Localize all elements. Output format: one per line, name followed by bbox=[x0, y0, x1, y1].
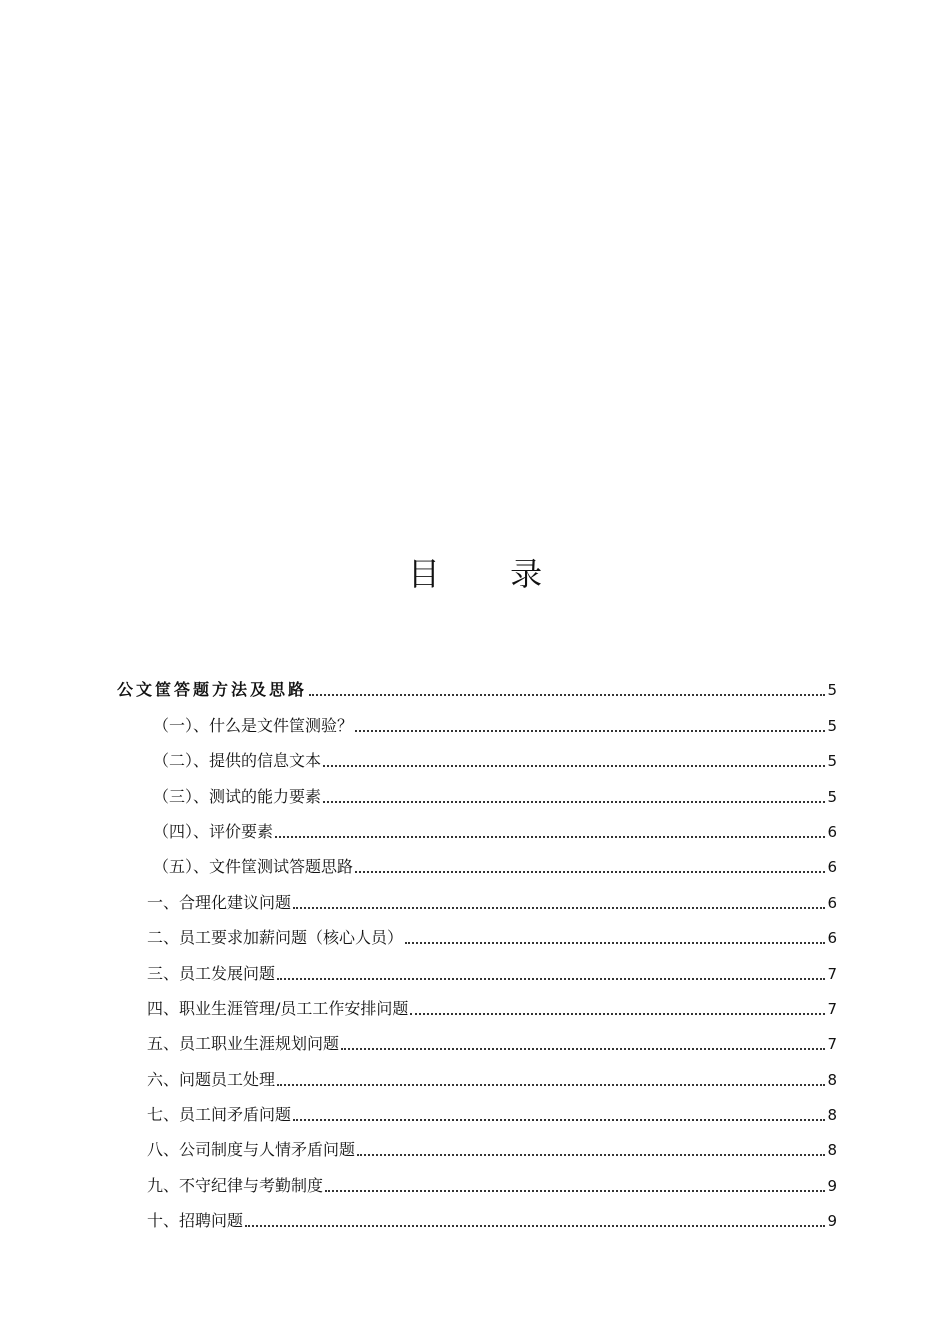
toc-page-number: 8 bbox=[827, 1106, 837, 1125]
toc-page-number: 6 bbox=[827, 822, 837, 841]
dot-leader bbox=[323, 765, 825, 767]
toc-entry-text: 五、员工职业生涯规划问题 bbox=[147, 1034, 340, 1054]
toc-entry[interactable] bbox=[117, 913, 837, 948]
toc-entry[interactable] bbox=[117, 1054, 837, 1089]
table-of-contents bbox=[117, 665, 837, 1231]
dot-leader bbox=[325, 1190, 825, 1192]
toc-entry[interactable] bbox=[117, 700, 837, 735]
toc-entry[interactable] bbox=[117, 948, 837, 983]
toc-entry[interactable] bbox=[117, 665, 837, 700]
toc-entry-text: （二）、提供的信息文本 bbox=[153, 751, 322, 771]
toc-entry-text: 一、合理化建议问题 bbox=[147, 892, 292, 912]
toc-page-number: 7 bbox=[827, 999, 837, 1018]
dot-leader bbox=[293, 907, 825, 909]
toc-page-number: 8 bbox=[827, 1070, 837, 1089]
toc-page-number: 5 bbox=[827, 681, 837, 700]
toc-title: 目 录 bbox=[407, 555, 573, 593]
toc-entry-text: 二、员工要求加薪问题（核心人员） bbox=[147, 928, 404, 948]
dot-leader bbox=[277, 978, 825, 980]
toc-entry-text: 三、员工发展问题 bbox=[147, 963, 276, 983]
toc-entry[interactable] bbox=[117, 842, 837, 877]
toc-entry-text: （四）、评价要素 bbox=[153, 821, 274, 841]
toc-page-number: 7 bbox=[827, 964, 837, 983]
toc-entry-text: 公文筐答题方法及思路 bbox=[117, 680, 308, 700]
dot-leader bbox=[277, 1084, 825, 1086]
dot-leader bbox=[405, 942, 825, 944]
dot-leader bbox=[245, 1225, 825, 1227]
toc-entry-text: 八、公司制度与人情矛盾问题 bbox=[147, 1140, 356, 1160]
dot-leader bbox=[341, 1048, 825, 1050]
toc-entry-text: （三）、测试的能力要素 bbox=[153, 786, 322, 806]
toc-page-number: 6 bbox=[827, 858, 837, 877]
toc-entry[interactable] bbox=[117, 877, 837, 912]
toc-page-number: 6 bbox=[827, 929, 837, 948]
dot-leader bbox=[293, 1119, 825, 1121]
toc-entry-text: 十、招聘问题 bbox=[147, 1211, 244, 1231]
toc-page-number: 6 bbox=[827, 893, 837, 912]
toc-entry-text: （五）、文件筐测试答题思路 bbox=[153, 857, 354, 877]
dot-leader bbox=[323, 801, 825, 803]
dot-leader bbox=[275, 836, 825, 838]
toc-entry[interactable] bbox=[117, 807, 837, 842]
toc-entry[interactable] bbox=[117, 771, 837, 806]
dot-leader bbox=[355, 871, 825, 873]
toc-page-number: 7 bbox=[827, 1035, 837, 1054]
toc-page-number: 8 bbox=[827, 1141, 837, 1160]
toc-entry[interactable] bbox=[117, 1090, 837, 1125]
toc-entry-text: 七、员工间矛盾问题 bbox=[147, 1105, 292, 1125]
toc-entry[interactable] bbox=[117, 1019, 837, 1054]
toc-entry[interactable] bbox=[117, 984, 837, 1019]
toc-page-number: 5 bbox=[827, 787, 837, 806]
toc-entry-text: 九、不守纪律与考勤制度 bbox=[147, 1175, 324, 1195]
toc-page-number: 9 bbox=[827, 1176, 837, 1195]
toc-entry[interactable] bbox=[117, 1160, 837, 1195]
toc-page-number: 5 bbox=[827, 716, 837, 735]
dot-leader bbox=[355, 730, 825, 732]
toc-entry[interactable] bbox=[117, 736, 837, 771]
toc-page-number: 5 bbox=[827, 752, 837, 771]
toc-entry[interactable] bbox=[117, 1196, 837, 1231]
dot-leader bbox=[309, 694, 825, 696]
toc-entry[interactable] bbox=[117, 1125, 837, 1160]
toc-entry-text: 四、职业生涯管理/员工工作安排问题 bbox=[147, 998, 409, 1018]
dot-leader bbox=[410, 1013, 825, 1015]
toc-entry-text: 六、问题员工处理 bbox=[147, 1069, 276, 1089]
toc-page-number: 9 bbox=[827, 1212, 837, 1231]
dot-leader bbox=[357, 1154, 825, 1156]
toc-entry-text: （一）、什么是文件筐测验？ bbox=[153, 715, 354, 735]
